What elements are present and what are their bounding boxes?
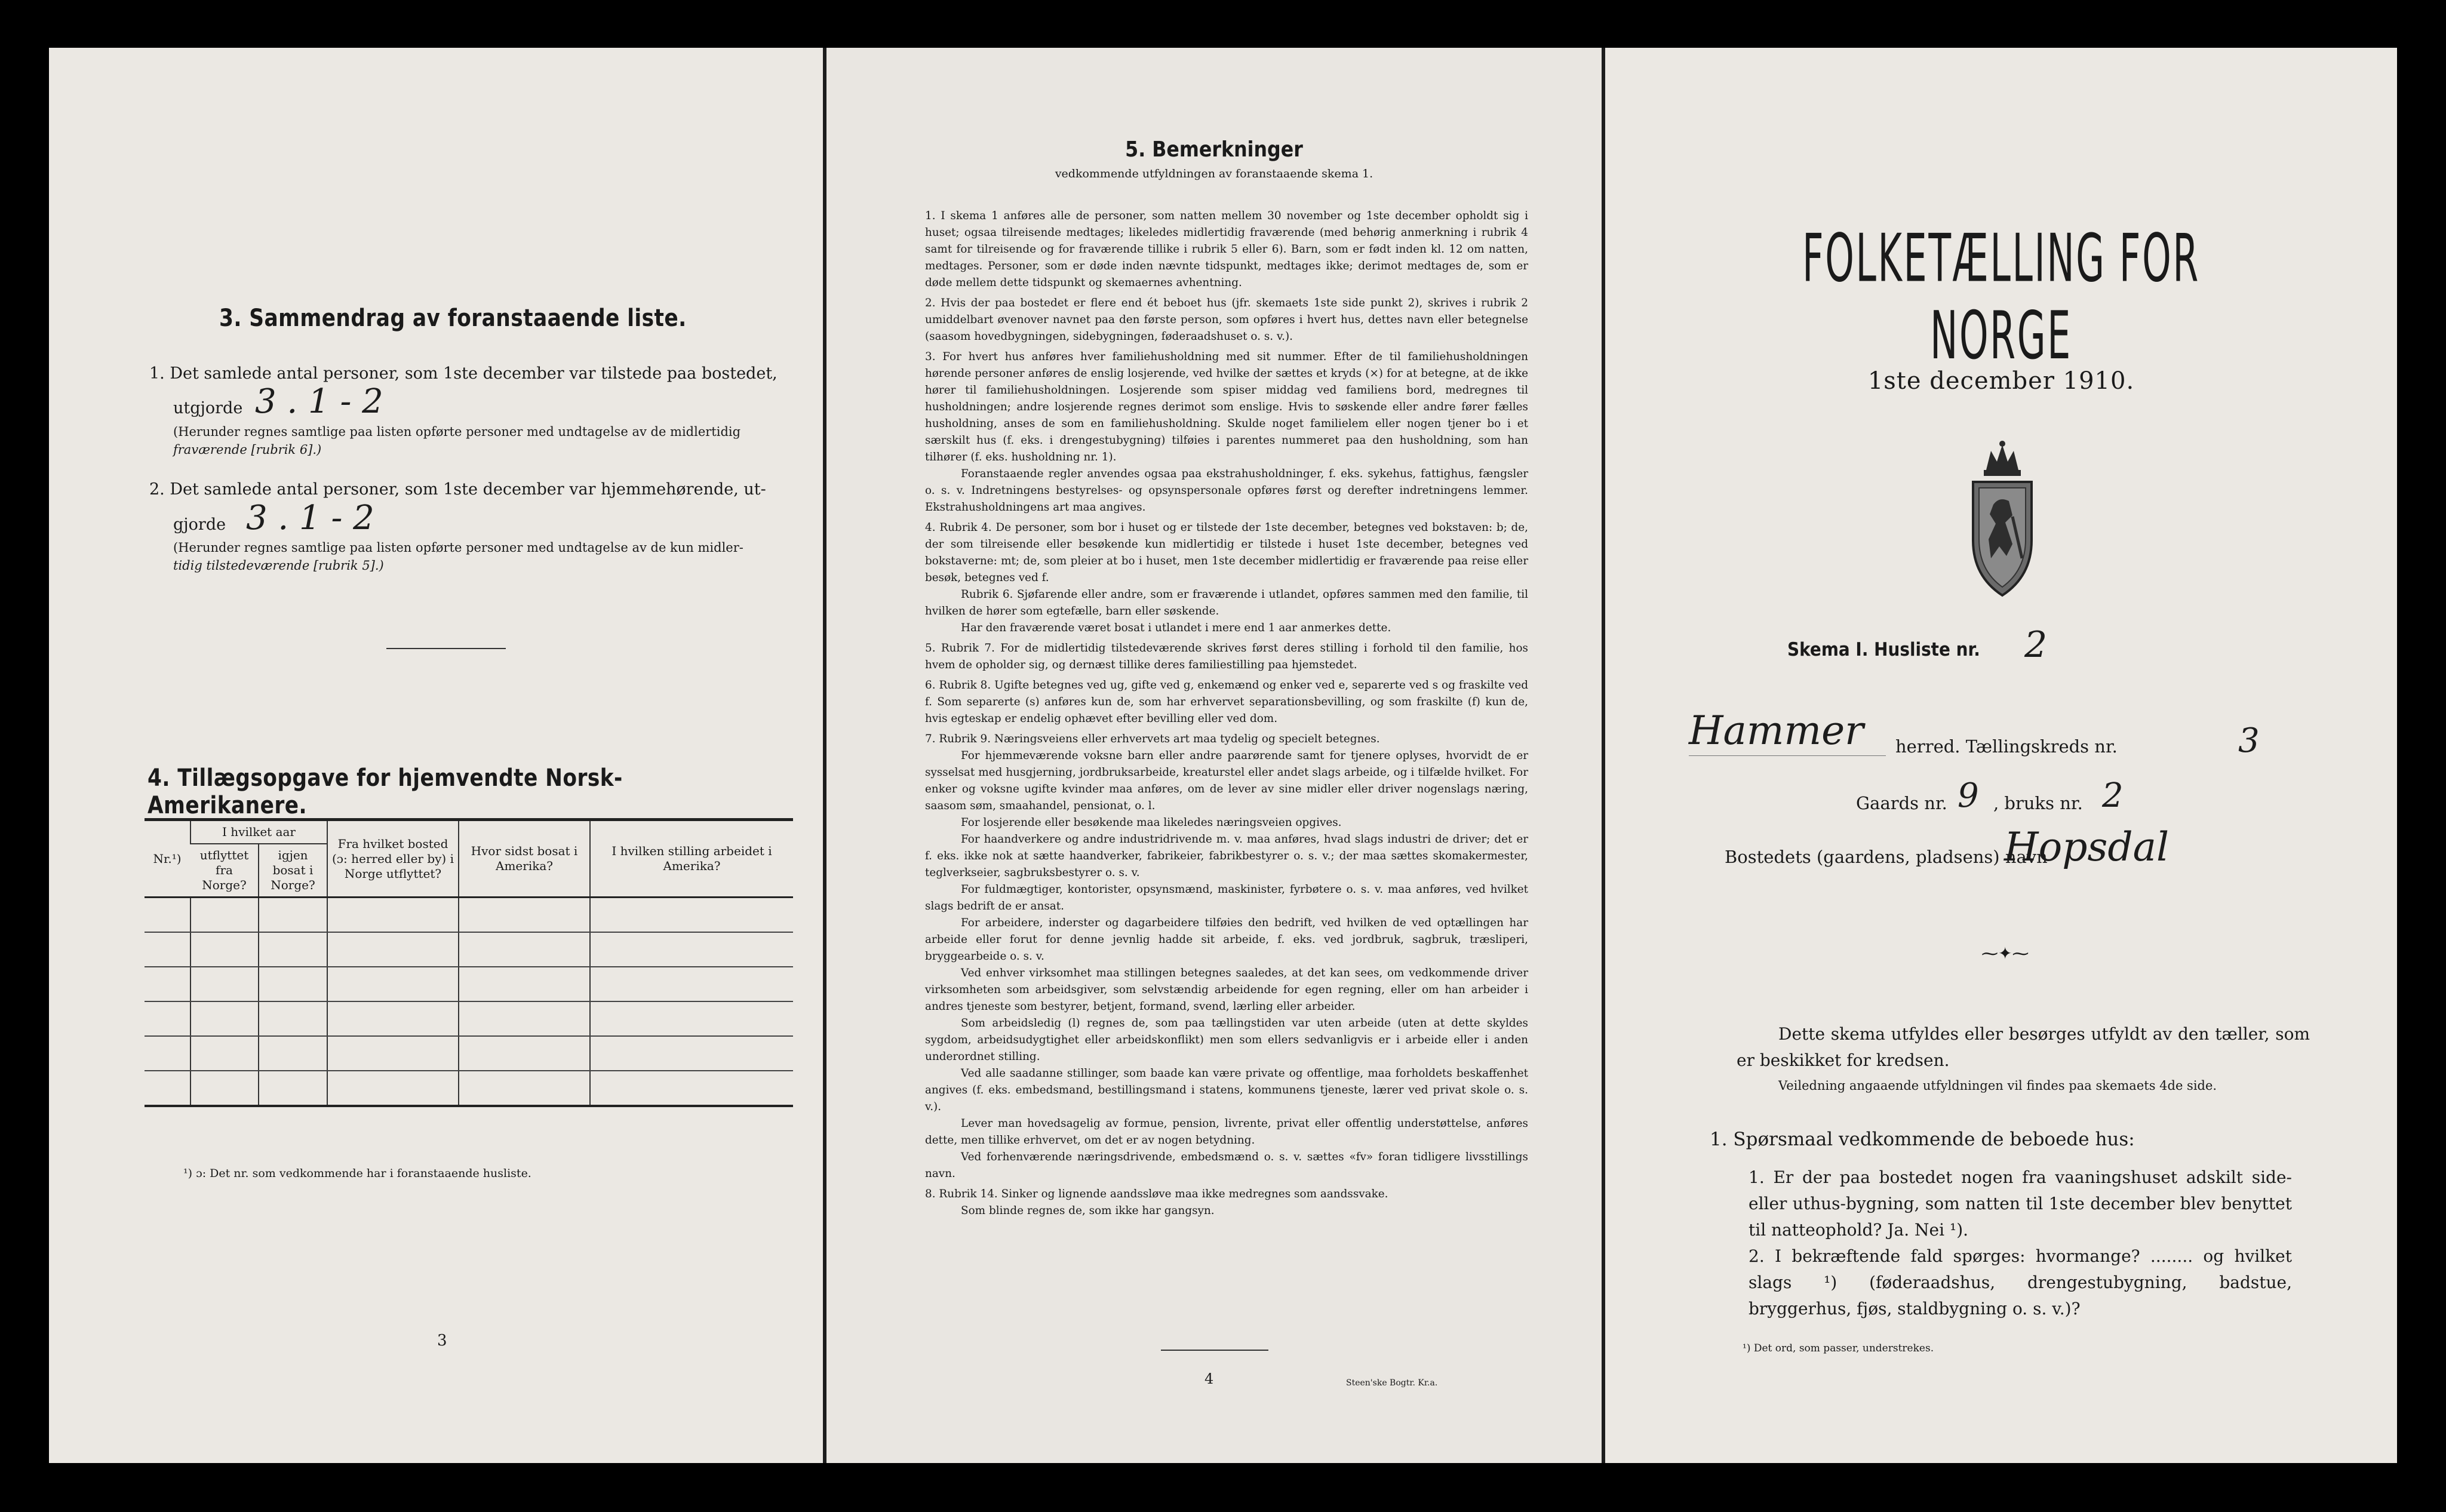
bosted-label: Bostedets (gaardens, pladsens) navn xyxy=(1725,847,2048,867)
col-utflyttet: utflyttet fra Norge? xyxy=(190,844,259,898)
table-row xyxy=(145,898,793,933)
remark-7d: For fuldmægtiger, kontorister, opsynsmænd, maskinister, fyrbøtere o. s. v. maa anføres, ved hvilket slags bedrift de er ansat. xyxy=(925,883,1528,912)
remark-1: 1. I skema 1 anføres alle de personer, som natten mellem 30 november og 1ste december opholdt sig i huset; ogsaa tilreisende medtages; likeledes midlertidig fraværende (med behørig anmerkning i rubrik 4 samt for tilreisende og for fraværende tillike i rubrik 5 eller 6). Barn, som er født inden kl. 12 om natten, medtages. Personer, som er døde inden nævnte tidspunkt, medtages ikke; derimot medtages de, som er døde mellem dette tidspunkt og skemaernes avhentning. xyxy=(925,210,1528,289)
remark-2: 2. Hvis der paa bostedet er flere end ét beboet hus (jfr. skemaets 1ste side punkt 2), skrives i rubrik 2 umiddelbart øvenover navnet paa den første person, som opføres i hvert hus, dettes navn eller betegnelse (saasom hovedbygningen, sidebygningen, føderaadshuset o. s. v.). xyxy=(925,297,1528,343)
gaards-number: 9 xyxy=(1958,776,1979,815)
remark-4c: Har den fraværende været bosat i utlandet i mere end 1 aar anmerkes dette. xyxy=(961,622,1391,634)
remarks-body xyxy=(925,208,1528,1219)
col-hvor: Hvor sidst bosat i Amerika? xyxy=(459,820,590,898)
question-2: 2. I bekræftende fald spørges: hvormange? ........ og hvilket slags ¹) (føderaadshus, drengestubygning, badstue, bryggerhus, fjøs, staldbygning o. s. v.)? xyxy=(1749,1246,2292,1319)
col-stilling: I hvilken stilling arbeidet i Amerika? xyxy=(590,820,793,898)
remark-5: 5. Rubrik 7. For de midlertidig tilstedeværende skrives først deres stilling i forhold til den familie, hos hvem de opholder sig, og dernæst tillike deres familiestilling paa hjemstedet. xyxy=(925,642,1528,671)
item2-line1: 2. Det samlede antal personer, som 1ste december var hjemmehørende, ut- xyxy=(149,480,766,499)
item1-handwritten-value: 3 . 1 - 2 xyxy=(255,382,383,421)
item2-note1: (Herunder regnes samtlige paa listen opførte personer med undtagelse av de kun midler- xyxy=(173,540,743,555)
table-row xyxy=(145,967,793,1001)
remark-7i: Lever man hovedsagelig av formue, pension, livrente, privat eller offentlig understøttelse, anføres dette, men tillike erhvervet, om det er av nogen betydning. xyxy=(925,1117,1528,1147)
bruks-number: 2 xyxy=(2102,776,2124,815)
remark-4: 4. Rubrik 4. De personer, som bor i huset og er tilstede der 1ste december, betegnes ved bokstaven: b; de, der som tilreisende eller besøkende kun midlertidig er tilstede i huset 1ste december, betegnes ved bokstaverne: mt; de, som pleier at bo i huset, men 1ste december midlertidig er fraværende paa reise eller besøk, betegnes ved f. xyxy=(925,521,1528,584)
divider xyxy=(386,648,506,649)
page-4-remarks xyxy=(826,48,1602,1463)
herred-name: Hammer xyxy=(1689,708,1864,754)
census-title: FOLKETÆLLING FOR NORGE xyxy=(1802,219,2200,374)
bruks-label: , bruks nr. xyxy=(1993,793,2083,813)
remark-7f: Ved enhver virksomhet maa stillingen betegnes saaledes, at det kan sees, om vedkommende driver virksomheten som arbeidsgiver, som selvstændig arbeidende for egen regning, eller om han arbeider i andres tjeneste som bestyrer, betjent, formand, svend, lærling eller arbeider. xyxy=(925,967,1528,1013)
remark-8b: Som blinde regnes de, som ikke har gangsyn. xyxy=(961,1204,1215,1217)
divider xyxy=(1161,1350,1268,1351)
page-number: 4 xyxy=(1204,1370,1214,1387)
remark-7g: Som arbeidsledig (l) regnes de, som paa tællingstiden var uten arbeide (uten at dette skyldes sygdom, arbeidsudygtighet eller arbeidskonflikt) men som ellers sedvanligvis er i arbeide eller i anden underordnet stilling. xyxy=(925,1017,1528,1063)
remark-7: 7. Rubrik 9. Næringsveiens eller erhvervets art maa tydelig og specielt betegnes. xyxy=(925,733,1380,745)
remark-6: 6. Rubrik 8. Ugifte betegnes ved ug, gifte ved g, enkemænd og enker ved e, separerte ved s og fraskilte ved f. Som separerte (s) anføres kun de, som har erhvervet separationsbevilling, og som fraskilte (f) kun de, hvis egteskap er endelig ophævet efter bevilling eller ved dom. xyxy=(925,679,1528,725)
remark-3: 3. For hvert hus anføres hver familiehusholdning med sit nummer. Efter de til familiehusholdningen hørende personer anføres de enslig losjerende, ved hvilke der sættes et kryds (×) for at betegne, at de ikke hører til familiehusholdningen. Losjerende som spiser middag ved familiens bord, medregnes til husholdningen; andre losjerende regnes derimot som enslige. Hvis to søskende eller andre fører fælles husholdning, anses de som en familiehusholdning. Skulde noget familielem eller nogen tjener bo i et særskilt hus (f. eks. i drengestubygning) tilføies i parentes nummeret paa den husholdning, som han tilhører (f. eks. husholdning nr. 1). xyxy=(925,351,1528,463)
item2-note2: tidig tilstedeværende [rubrik 5].) xyxy=(173,558,384,573)
item2-handwritten-value: 3 . 1 - 2 xyxy=(246,499,374,537)
question-1: 1. Er der paa bostedet nogen fra vaaningshuset adskilt side- eller uthus-bygning, som natten til 1ste december blev benyttet til natteophold? Ja. Nei ¹). xyxy=(1749,1167,2292,1240)
underline xyxy=(1689,755,1886,756)
instruction-note: Veiledning angaaende utfyldningen vil findes paa skemaets 4de side. xyxy=(1778,1078,2217,1093)
remark-7c: For haandverkere og andre industridrivende m. v. maa anføres, hvad slags industri de driver; det er f. eks. ikke nok at sætte haandverker, fabrikeier, fabrikbestyrer o. s. v.; der maa sættes skomakermester, teglverkseier, sagbruksbestyrer o. s. v. xyxy=(925,833,1528,879)
census-date: 1ste december 1910. xyxy=(1867,367,2135,395)
page-3-summary xyxy=(49,48,823,1463)
husliste-number: 2 xyxy=(2024,624,2048,666)
remark-7j: Ved forhenværende næringsdrivende, embedsmænd o. s. v. sættes «fv» foran tidligere livsstillings navn. xyxy=(925,1151,1528,1180)
herred-label: herred. Tællingskreds nr. xyxy=(1895,736,2118,757)
kreds-number: 3 xyxy=(2238,721,2260,760)
bosted-name: Hopsdal xyxy=(2004,824,2170,870)
table-footnote: ¹) ɔ: Det nr. som vedkommende har i foranstaaende husliste. xyxy=(183,1167,531,1180)
section-4-title: 4. Tillægsopgave for hjemvendte Norsk-Amerikanere. xyxy=(148,764,623,819)
item1-note1: (Herunder regnes samtlige paa listen opførte personer med undtagelse av de midlertidig xyxy=(173,425,741,439)
col-igjen: igjen bosat i Norge? xyxy=(259,844,327,898)
table-row xyxy=(145,1001,793,1036)
norwegian-coat-of-arms-icon xyxy=(1962,439,2043,600)
item1-note2: fraværende [rubrik 6].) xyxy=(173,442,322,457)
remark-7b: For losjerende eller besøkende maa likeledes næringsveien opgives. xyxy=(961,816,1342,829)
instruction-text: Dette skema utfyldes eller besørges utfyldt av den tæller, som er beskikket for kredsen. xyxy=(1737,1024,2310,1070)
remark-8: 8. Rubrik 14. Sinker og lignende aandssløve maa ikke medregnes som aandssvake. xyxy=(925,1188,1388,1200)
section-3-title: 3. Sammendrag av foranstaaende liste. xyxy=(219,305,687,332)
col-group-year: I hvilket aar xyxy=(190,820,327,844)
returnee-table xyxy=(145,818,793,1107)
remark-4b: Rubrik 6. Sjøfarende eller andre, som er fraværende i utlandet, opføres sammen med den familie, til hvilken de hører som egtefælle, barn eller søskende. xyxy=(925,588,1528,617)
remark-7e: For arbeidere, inderster og dagarbeidere tilføies den bedrift, ved hvilken de ved optællingen har arbeide eller forut for denne jevnlig hadde sit arbeide, f. eks. ved jordbruk, sagbruk, træsliperi, bryggearbeide o. s. v. xyxy=(925,917,1528,963)
remark-7h: Ved alle saadanne stillinger, som baade kan være private og offentlige, maa forholdets beskaffenhet angives (f. eks. embedsmand, bestillingsmand i statens, kommunens tjeneste, lærer ved privat skole o. s. v.). xyxy=(925,1067,1528,1113)
gaards-label: Gaards nr. xyxy=(1856,793,1947,813)
footnote: ¹) Det ord, som passer, understrekes. xyxy=(1743,1342,1934,1354)
table-row xyxy=(145,932,793,967)
skema-label: Skema I. Husliste nr. xyxy=(1787,639,1980,660)
remark-3b: Foranstaaende regler anvendes ogsaa paa ekstrahusholdninger, f. eks. sykehus, fattighus, fængsler o. s. v. Indretningens bestyrelses- og opsynspersonale opføres først og derefter indretningens lemmer. Ekstrahusholdningens art maa angives. xyxy=(925,468,1528,514)
item1-label: utgjorde xyxy=(173,399,243,417)
table-row xyxy=(145,1036,793,1071)
item2-label: gjorde xyxy=(173,515,226,534)
col-nr: Nr.¹) xyxy=(145,820,190,898)
page-1-cover xyxy=(1605,48,2397,1463)
remark-7a: For hjemmeværende voksne barn eller andre paarørende samt for tjenere oplyses, hvorvidt de er sysselsat med husgjerning, jordbruksarbeide, kreaturstel eller andet slags arbeide, og i tilfælde hvilket. For enker og voksne ugifte kvinder maa anføres, om de lever av sine midler eller driver nogenslags næring, saasom søm, smaahandel, pensionat, o. l. xyxy=(925,749,1528,812)
col-fra: Fra hvilket bosted (ɔ: herred eller by) i Norge utflyttet? xyxy=(327,820,459,898)
question-heading: 1. Spørsmaal vedkommende de beboede hus: xyxy=(1710,1129,2135,1150)
ornament-icon: ⁓✦⁓ xyxy=(1981,944,2029,963)
printer-imprint: Steen'ske Bogtr. Kr.a. xyxy=(1346,1378,1438,1388)
item1-line1: 1. Det samlede antal personer, som 1ste december var tilstede paa bostedet, xyxy=(149,364,778,383)
page-number: 3 xyxy=(437,1332,447,1350)
remarks-title: 5. Bemerkninger xyxy=(1125,137,1303,162)
table-row xyxy=(145,1071,793,1106)
remarks-subtitle: vedkommende utfyldningen av foranstaaende skema 1. xyxy=(1055,167,1373,180)
